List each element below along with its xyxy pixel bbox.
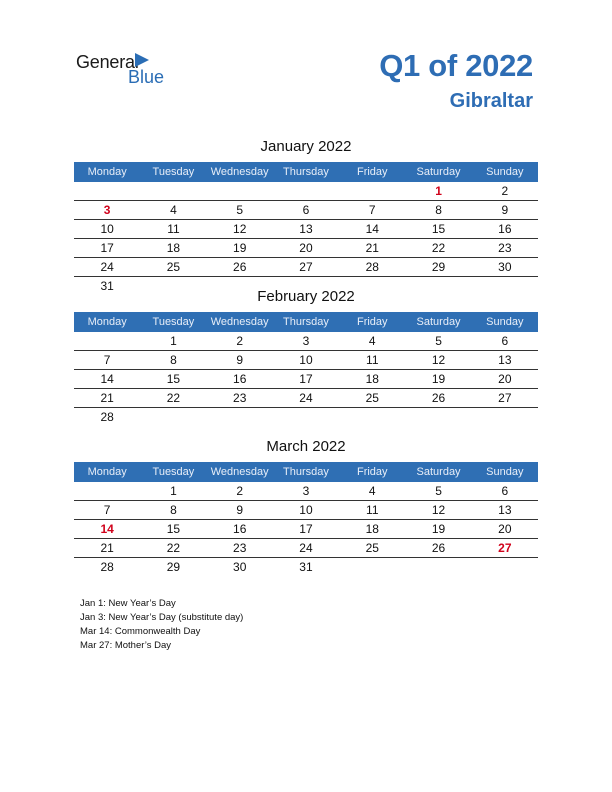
- day-cell: 28: [100, 560, 114, 574]
- day-cell: 13: [498, 353, 512, 367]
- day-cell: 9: [236, 353, 244, 367]
- weekday-label: Tuesday: [152, 316, 195, 328]
- day-cell: 22: [431, 241, 446, 255]
- page-title: Q1 of 2022: [379, 48, 533, 83]
- week-row: [74, 501, 538, 520]
- day-cell: 30: [498, 260, 512, 274]
- day-cell: 20: [299, 241, 313, 255]
- weekday-label: Tuesday: [152, 466, 195, 478]
- day-cell: [140, 408, 206, 426]
- weekday-label: Wednesday: [210, 466, 269, 478]
- day-cell: 5: [435, 484, 442, 498]
- week-row: [74, 539, 538, 558]
- weekday-label: Friday: [356, 466, 388, 478]
- day-cell: 14: [365, 222, 379, 236]
- day-cell: 24: [299, 541, 313, 555]
- weekday-label: Saturday: [416, 166, 461, 178]
- week-row: [74, 201, 538, 220]
- day-cell: 21: [100, 541, 114, 555]
- day-cell: [405, 408, 471, 426]
- day-cell: 13: [299, 222, 313, 236]
- day-cell: 15: [431, 222, 446, 236]
- week-row: [74, 332, 538, 351]
- day-cell: 15: [166, 372, 181, 386]
- day-cell: 21: [100, 391, 114, 405]
- day-cell: 12: [431, 353, 446, 367]
- month-february: [74, 287, 538, 426]
- day-cell: 4: [368, 484, 376, 498]
- day-cell: 17: [100, 241, 114, 255]
- day-cell: 18: [166, 241, 181, 255]
- logo-blue-text: Blue: [128, 67, 165, 87]
- month-title: February 2022: [257, 288, 355, 305]
- week-row: [74, 239, 538, 258]
- day-cell: 29: [431, 260, 446, 274]
- day-cell: 20: [498, 522, 512, 536]
- day-cell: 22: [166, 541, 181, 555]
- day-cell: 24: [100, 260, 114, 274]
- week-row: [74, 520, 538, 539]
- logo-general-text: General: [76, 52, 139, 72]
- holiday-note: Jan 3: New Year’s Day (substitute day): [80, 612, 244, 623]
- day-cell: 29: [166, 560, 181, 574]
- day-cell: 6: [501, 334, 509, 348]
- day-cell: 11: [366, 353, 379, 367]
- day-cell: 26: [233, 260, 247, 274]
- day-cell: 23: [233, 391, 247, 405]
- week-row: [74, 182, 538, 201]
- month-title: January 2022: [260, 138, 352, 155]
- day-cell: 23: [498, 241, 512, 255]
- day-cell: [472, 408, 538, 426]
- weekday-label: Wednesday: [210, 166, 269, 178]
- weekday-label: Saturday: [416, 466, 461, 478]
- day-cell: 1: [435, 184, 442, 198]
- day-cell: [74, 482, 140, 500]
- weekday-label: Saturday: [416, 316, 461, 328]
- weekday-header: [74, 312, 538, 332]
- day-cell: 6: [501, 484, 509, 498]
- day-cell: 19: [233, 241, 247, 255]
- day-cell: [207, 408, 273, 426]
- day-cell: 17: [299, 522, 313, 536]
- day-cell: 26: [431, 391, 446, 405]
- day-cell: [273, 182, 339, 200]
- day-cell: 31: [100, 279, 114, 293]
- day-cell: 11: [167, 222, 180, 236]
- day-cell: 5: [236, 203, 244, 217]
- day-cell: 2: [236, 334, 244, 348]
- weekday-label: Tuesday: [152, 166, 195, 178]
- weekday-label: Monday: [87, 166, 127, 178]
- day-cell: 13: [498, 503, 512, 517]
- day-cell: 18: [365, 522, 379, 536]
- day-cell: 18: [365, 372, 379, 386]
- day-cell: 25: [365, 391, 379, 405]
- weekday-label: Friday: [356, 316, 388, 328]
- week-row: [74, 220, 538, 239]
- day-cell: 2: [236, 484, 244, 498]
- week-row: [74, 408, 538, 426]
- country-name: Gibraltar: [449, 90, 533, 112]
- day-cell: 7: [103, 503, 111, 517]
- day-cell: 27: [498, 391, 512, 405]
- month-january: [74, 137, 538, 295]
- day-cell: 25: [166, 260, 181, 274]
- day-cell: 3: [302, 484, 310, 498]
- weekday-label: Monday: [87, 316, 127, 328]
- day-cell: [339, 182, 405, 200]
- day-cell: 8: [435, 203, 442, 217]
- day-cell: 9: [501, 203, 509, 217]
- day-cell: 28: [365, 260, 379, 274]
- day-cell: [339, 558, 405, 576]
- day-cell: 4: [170, 203, 177, 217]
- day-cell: 14: [100, 522, 114, 536]
- month-title: March 2022: [266, 438, 346, 455]
- day-cell: 22: [166, 391, 181, 405]
- day-cell: [273, 408, 339, 426]
- holiday-note: Mar 14: Commonwealth Day: [80, 626, 201, 637]
- holiday-notes: [80, 597, 243, 653]
- weekday-label: Friday: [356, 166, 388, 178]
- day-cell: 26: [431, 541, 446, 555]
- day-cell: 10: [299, 503, 313, 517]
- week-row: [74, 351, 538, 370]
- day-cell: 7: [368, 203, 376, 217]
- day-cell: 3: [103, 203, 111, 217]
- day-cell: [472, 558, 538, 576]
- day-cell: 16: [233, 522, 247, 536]
- day-cell: 17: [299, 372, 313, 386]
- day-cell: 12: [233, 222, 247, 236]
- day-cell: 31: [299, 560, 313, 574]
- holiday-note: Mar 27: Mother’s Day: [80, 640, 171, 651]
- day-cell: 10: [100, 222, 114, 236]
- week-row: [74, 370, 538, 389]
- weekday-label: Wednesday: [210, 316, 269, 328]
- day-cell: 21: [365, 241, 379, 255]
- weekday-label: Thursday: [283, 166, 329, 178]
- weekday-label: Sunday: [486, 466, 524, 478]
- day-cell: 19: [431, 372, 446, 386]
- month-march: [74, 437, 538, 576]
- day-cell: 4: [368, 334, 376, 348]
- week-row: [74, 258, 538, 277]
- weekday-header: [74, 462, 538, 482]
- week-row: [74, 558, 538, 576]
- day-cell: 1: [170, 334, 177, 348]
- day-cell: 9: [236, 503, 244, 517]
- day-cell: 30: [233, 560, 247, 574]
- day-cell: 1: [170, 484, 177, 498]
- day-cell: 27: [498, 541, 512, 555]
- day-cell: 8: [170, 353, 177, 367]
- generalblue-logo: [76, 52, 186, 92]
- day-cell: 27: [299, 260, 313, 274]
- week-row: [74, 389, 538, 408]
- day-cell: 14: [100, 372, 114, 386]
- day-cell: 19: [431, 522, 446, 536]
- day-cell: [140, 182, 206, 200]
- day-cell: 28: [100, 410, 114, 424]
- day-cell: 8: [170, 503, 177, 517]
- day-cell: [74, 182, 140, 200]
- day-cell: 3: [302, 334, 310, 348]
- weekday-label: Sunday: [486, 166, 524, 178]
- day-cell: 23: [233, 541, 247, 555]
- weekday-label: Sunday: [486, 316, 524, 328]
- day-cell: 24: [299, 391, 313, 405]
- holiday-note: Jan 1: New Year’s Day: [80, 598, 176, 609]
- day-cell: [405, 558, 471, 576]
- day-cell: 16: [233, 372, 247, 386]
- day-cell: 6: [302, 203, 310, 217]
- day-cell: 7: [103, 353, 111, 367]
- day-cell: 25: [365, 541, 379, 555]
- day-cell: 2: [501, 184, 509, 198]
- day-cell: [207, 182, 273, 200]
- logo-triangle-icon: [135, 53, 149, 67]
- day-cell: 11: [366, 503, 379, 517]
- weekday-header: [74, 162, 538, 182]
- day-cell: 16: [498, 222, 512, 236]
- week-row: [74, 482, 538, 501]
- day-cell: [74, 332, 140, 350]
- day-cell: [339, 408, 405, 426]
- weekday-label: Thursday: [283, 466, 329, 478]
- weekday-label: Monday: [87, 466, 127, 478]
- day-cell: 12: [431, 503, 446, 517]
- day-cell: 20: [498, 372, 512, 386]
- day-cell: 15: [166, 522, 181, 536]
- day-cell: 5: [435, 334, 442, 348]
- day-cell: 10: [299, 353, 313, 367]
- weekday-label: Thursday: [283, 316, 329, 328]
